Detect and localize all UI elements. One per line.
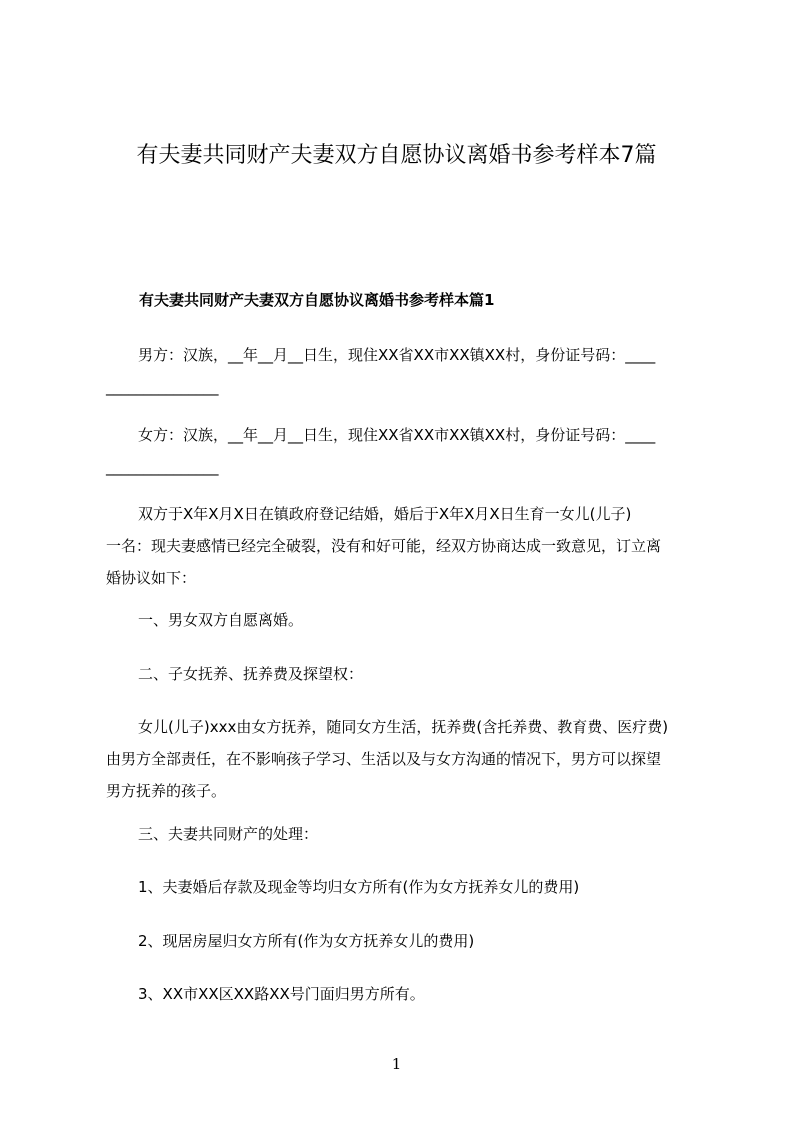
property-item-3-text: 3、XX市XX区XX路XX号门面归男方所有。 bbox=[138, 985, 425, 1003]
marriage-line-2: 一名：现夫妻感情已经完全破裂，没有和好可能，经双方协商达成一致意见，订立离 bbox=[106, 537, 662, 555]
marriage-line-3: 婚协议如下： bbox=[106, 569, 197, 587]
clause-1 bbox=[106, 604, 706, 636]
property-item-2-text: 2、现居房屋归女方所有(作为女方抚养女儿的费用) bbox=[138, 932, 475, 950]
property-item-2 bbox=[106, 925, 706, 957]
document-title: 有夫妻共同财产夫妻双方自愿协议离婚书参考样本7篇 bbox=[136, 143, 657, 168]
marriage-paragraph bbox=[106, 498, 706, 594]
custody-line-3: 男方抚养的孩子。 bbox=[106, 782, 227, 800]
female-party-paragraph bbox=[106, 419, 706, 483]
section-heading: 有夫妻共同财产夫妻双方自愿协议离婚书参考样本篇1 bbox=[139, 291, 495, 309]
clause-3 bbox=[106, 818, 706, 850]
custody-line-1: 女儿(儿子)xxx由女方抚养，随同女方生活，抚养费(含托养费、教育费、医疗费) bbox=[138, 718, 669, 736]
clause-2 bbox=[106, 658, 706, 690]
page-number: 1 bbox=[391, 1055, 402, 1073]
clause-3-text: 三、夫妻共同财产的处理： bbox=[138, 825, 319, 843]
property-item-1 bbox=[106, 871, 706, 903]
female-party-line-2: _______________ bbox=[106, 458, 219, 476]
female-party-line-1: 女方：汉族，__年__月__日生，现住XX省XX市XX镇XX村，身份证号码：____ bbox=[138, 426, 656, 444]
clause-1-text: 一、男女双方自愿离婚。 bbox=[138, 611, 304, 629]
property-item-3 bbox=[106, 978, 706, 1010]
male-party-paragraph bbox=[106, 339, 706, 403]
male-party-line-2: _______________ bbox=[106, 378, 219, 396]
property-item-1-text: 1、夫妻婚后存款及现金等均归女方所有(作为女方抚养女儿的费用) bbox=[138, 878, 580, 896]
custody-line-2: 由男方全部责任，在不影响孩子学习、生活以及与女方沟通的情况下，男方可以探望 bbox=[106, 750, 662, 768]
marriage-line-1: 双方于X年X月X日在镇政府登记结婚，婚后于X年X月X日生育一女儿(儿子) bbox=[138, 505, 632, 523]
custody-paragraph bbox=[106, 711, 706, 807]
clause-2-text: 二、子女抚养、抚养费及探望权： bbox=[138, 665, 364, 683]
male-party-line-1: 男方：汉族，__年__月__日生，现住XX省XX市XX镇XX村，身份证号码：____ bbox=[138, 346, 656, 364]
